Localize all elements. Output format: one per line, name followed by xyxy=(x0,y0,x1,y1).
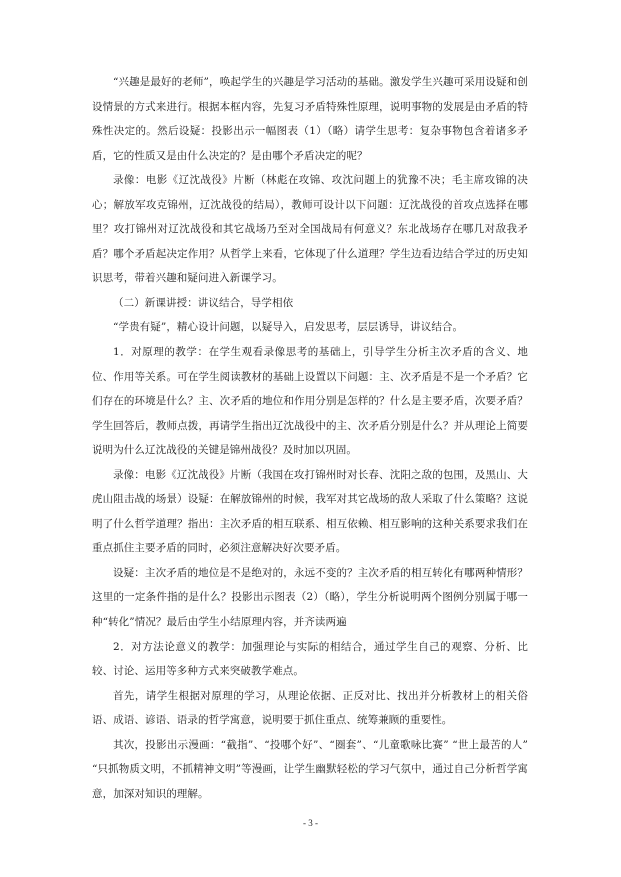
document-body xyxy=(92,70,528,806)
paragraph-learning-doubt: “学贵有疑”，精心设计问题，以疑导入，启发思考，层层诱导，讲议结合。 xyxy=(113,321,464,334)
paragraph-second-step: 其次，投影出示漫画：“截指”、“投哪个好”、“圈套”、“儿童歌咏比赛” “世上最苦的人” “只抓物质文明，不抓精神文明”等漫画，让学生幽默轻松的学习气氛中，通过自己分析哲学寓意，加深对知识的理解。 xyxy=(92,738,528,800)
paragraph-principle-teaching: 1．对原理的教学：在学生观看录像思考的基础上，引导学生分析主次矛盾的含义、地位、作用等关系。可在学生阅读教材的基础上设置以下问题：主、次矛盾是不是一个矛盾？它们存在的环境是什么？主、次矛盾的地位和作用分别是怎样的？什么是主要矛盾，次要矛盾？学生回答后，教师点拨，再请学生指出辽沈战役中的主、次矛盾分别是什么？并从理论上简要说明为什么辽沈战役的关键是锦州战役？及时加以巩固。 xyxy=(92,346,528,457)
paragraph-question-transformation: 设疑：主次矛盾的地位是不是绝对的，永远不变的？主次矛盾的相互转化有哪两种情形？这里的一定条件指的是什么？投影出示图表（2）（略），学生分析说明两个图例分别属于哪一种“转化”情况？最后由学生小结原理内容，并齐读两遍 xyxy=(92,566,528,629)
section-heading-new-lesson: （二）新课讲授：讲议结合，导学相依 xyxy=(113,296,294,309)
paragraph-first-step: 首先，请学生根据对原理的学习，从理论依据、正反对比、找出并分析教材上的相关俗语、成语、谚语、语录的哲学寓意，说明要于抓住重点、统筹兼顾的重要性。 xyxy=(92,689,528,727)
paragraph-video-liaoshen-2: 录像：电影《辽沈战役》片断（我国在攻打锦州时对长春、沈阳之敌的包围，及黑山、大虎山阻击战的场景）设疑：在解放锦州的时候，我军对其它战场的敌人采取了什么策略？这说明了什么哲学道理？指出：主次矛盾的相互联系、相互依赖、相互影响的这种关系要求我们在重点抓住主要矛盾的同时，必须注意解决好次要矛盾。 xyxy=(92,468,528,555)
paragraph-methodology-teaching: 2．对方法论意义的教学：加强理论与实际的相结合，通过学生自己的观察、分析、比较、讨论、运用等多种方式来突破教学难点。 xyxy=(92,640,528,678)
paragraph-interest-intro: “兴趣是最好的老师”，唤起学生的兴趣是学习活动的基础。激发学生兴趣可采用设疑和创设情景的方式来进行。根据本框内容，先复习矛盾特殊性原理，说明事物的发展是由矛盾的特殊性决定的。然后设疑：投影出示一幅图表（1）（略）请学生思考：复杂事物包含着诸多矛盾，它的性质又是由什么决定的？是由哪个矛盾决定的呢？ xyxy=(92,76,528,162)
paragraph-video-liaoshen-1: 录像：电影《辽沈战役》片断（林彪在攻锦、攻沈问题上的犹豫不决；毛主席攻锦的决心；解放军攻克锦州，辽沈战役的结局），教师可设计以下问题：辽沈战役的首攻点选择在哪里？攻打锦州对辽沈战役和其它战场乃至对全国战局有何意义？东北战场存在哪几对敌我矛盾？哪个矛盾起决定作用？从哲学上来看，它体现了什么道理？学生边看边结合学过的历史知识思考，带着兴趣和疑问进入新课学习。 xyxy=(92,174,528,285)
page-number: - 3 - xyxy=(303,818,318,828)
